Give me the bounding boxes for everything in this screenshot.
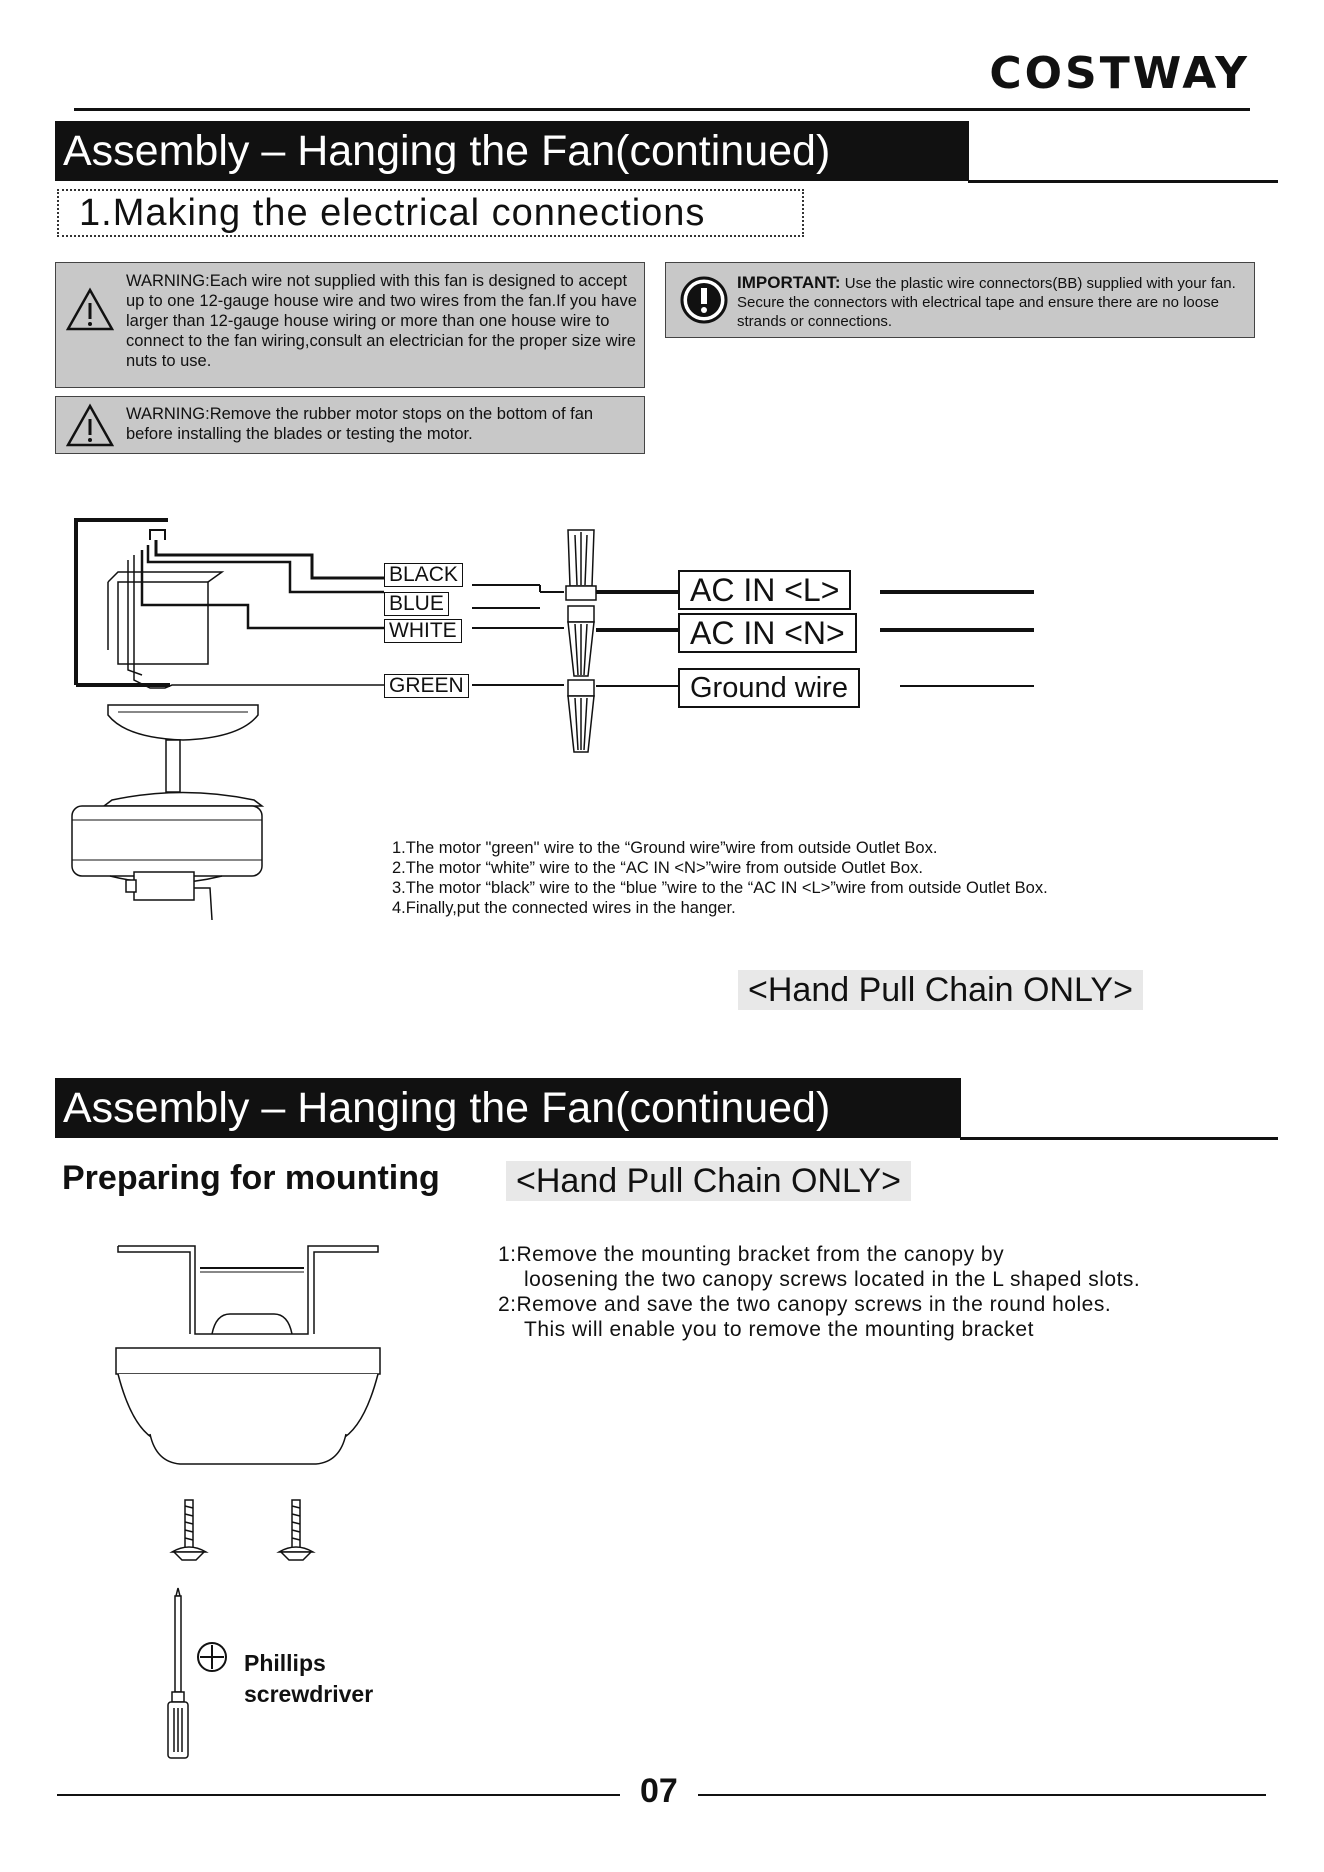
section1-banner-rule <box>968 180 1278 183</box>
screwdriver-label <box>244 1648 373 1710</box>
hand-pull-chain-note-1: <Hand Pull Chain ONLY> <box>738 970 1143 1010</box>
wire-label-white: WHITE <box>384 619 462 643</box>
ac-in-n-label: AC IN <N> <box>678 613 857 653</box>
section2-banner-rule <box>960 1137 1278 1140</box>
important-text <box>737 273 1248 331</box>
mounting-step: 1:Remove the mounting bracket from the canopy by <box>498 1243 1005 1266</box>
important-label: IMPORTANT: <box>737 273 841 292</box>
canopy-screw-2 <box>279 1500 313 1560</box>
important-body: Use the plastic wire connectors(BB) supplied with your fan. Secure the connectors with electrical tape and ensure there are no loose strands or connections. <box>737 275 1236 330</box>
footer-rule-right <box>698 1794 1266 1796</box>
wire-nut-3 <box>568 680 594 752</box>
canopy-screw-1 <box>172 1500 206 1560</box>
wire-nut-1 <box>566 530 596 600</box>
warning-text-motor-stops: WARNING:Remove the rubber motor stops on the bottom of fan before installing the blades or testing the motor. <box>126 405 594 443</box>
mounting-step: This will enable you to remove the mounting bracket <box>524 1318 1034 1341</box>
wire-label-black: BLACK <box>384 563 463 587</box>
screwdriver-icon <box>168 1588 188 1758</box>
mounting-step: 2:Remove and save the two canopy screws in the round holes. <box>498 1293 1112 1316</box>
header-divider <box>74 108 1250 111</box>
exclamation-circle-icon <box>679 275 729 325</box>
tool-label-line: Phillips <box>244 1650 326 1676</box>
wiring-step: 1.The motor "green" wire to the “Ground wire”wire from outside Outlet Box. <box>392 839 938 857</box>
wiring-step: 4.Finally,put the connected wires in the hanger. <box>392 899 736 917</box>
hand-pull-chain-note-2: <Hand Pull Chain ONLY> <box>506 1161 911 1201</box>
prep-title: Preparing for mounting <box>62 1159 440 1197</box>
tool-label-line: screwdriver <box>244 1681 374 1707</box>
phillips-cross-icon <box>198 1643 226 1671</box>
brand-logo: COSTWAY <box>989 48 1250 99</box>
wire-label-green: GREEN <box>384 674 469 698</box>
warning-triangle-icon <box>66 403 114 447</box>
footer-rule-left <box>57 1794 620 1796</box>
mounting-step: loosening the two canopy screws located in the L shaped slots. <box>524 1268 1141 1291</box>
important-box <box>665 262 1255 338</box>
warning-box-wire-gauge <box>55 262 645 388</box>
ground-wire-label: Ground wire <box>678 668 860 708</box>
mounting-instructions <box>498 1242 1140 1342</box>
warning-text-wire-gauge: WARNING:Each wire not supplied with this fan is designed to accept up to one 12-gauge house wire and two wires from the fan.If you have larger than 12-gauge house wiring or more than one house wire to connect to the fan wiring,consult an electrician for the proper size wire nuts to use. <box>126 272 637 370</box>
section1-subhead: 1.Making the electrical connections <box>57 189 804 237</box>
wiring-steps <box>392 838 1048 918</box>
section1-banner: Assembly – Hanging the Fan(continued) <box>55 121 969 181</box>
ac-in-l-label: AC IN <L> <box>678 570 851 610</box>
warning-triangle-icon <box>66 287 114 331</box>
section2-banner: Assembly – Hanging the Fan(continued) <box>55 1078 961 1138</box>
page-number: 07 <box>640 1772 678 1810</box>
warning-box-motor-stops <box>55 396 645 454</box>
wire-label-blue: BLUE <box>384 592 449 616</box>
wire-nut-2 <box>568 606 594 676</box>
wiring-step: 3.The motor “black” wire to the “blue ”wire to the “AC IN <L>”wire from outside Outlet Box. <box>392 879 1048 897</box>
wiring-step: 2.The motor “white” wire to the “AC IN <N>”wire from outside Outlet Box. <box>392 859 923 877</box>
